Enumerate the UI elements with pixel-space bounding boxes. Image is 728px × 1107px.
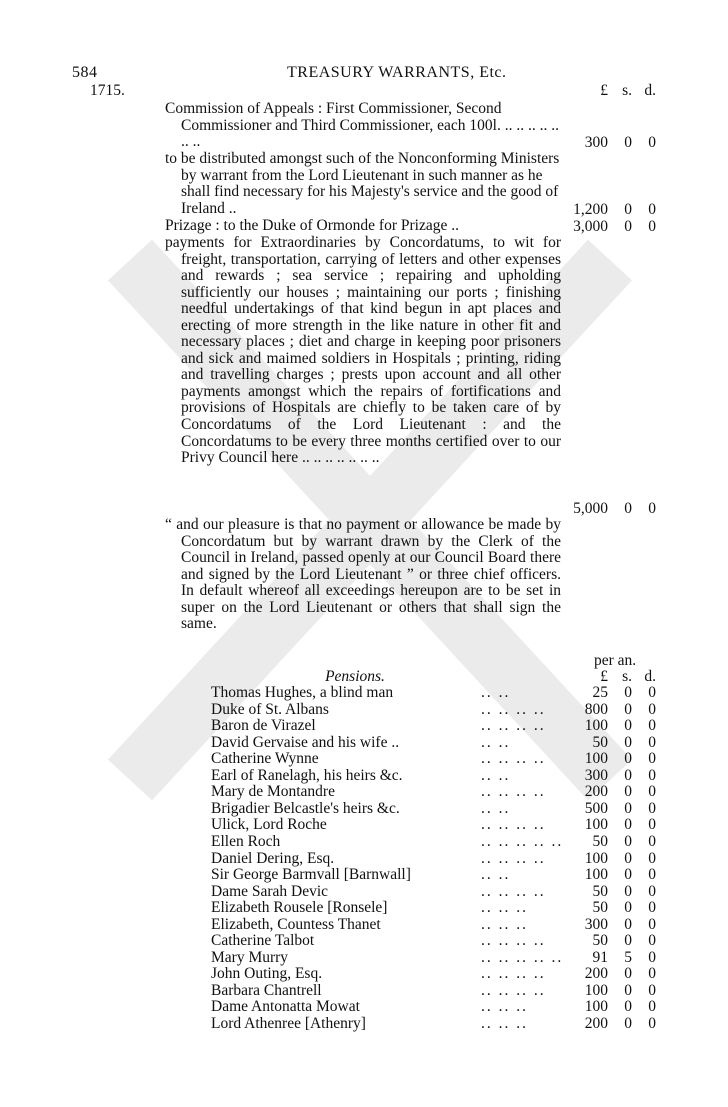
- amount-pence: 0: [648, 998, 656, 1016]
- amount-shillings: 0: [624, 899, 632, 917]
- pension-row: [211, 850, 656, 867]
- amount-pounds: 50: [592, 832, 608, 850]
- amount-pounds: 100: [584, 816, 608, 834]
- pension-name: Lord Athenree [Athenry]: [211, 1015, 366, 1032]
- amount-pence: 0: [648, 717, 656, 735]
- dot-leader: .. .. .. ..: [481, 750, 546, 768]
- currency-shillings: s.: [622, 82, 632, 99]
- amount-pence: 0: [648, 799, 656, 817]
- amount-pounds: 5,000: [573, 500, 608, 517]
- amount-shillings: 0: [624, 134, 632, 151]
- dot-leader: .. .. .. .. ..: [481, 832, 564, 850]
- pension-row: [211, 684, 656, 701]
- amount-shillings: 0: [624, 750, 632, 768]
- per-annum-label: per an.: [594, 652, 637, 669]
- amount-pounds: 25: [592, 684, 608, 701]
- entry-commission-appeals: Commission of Appeals : First Commissioner, Second Commissioner and Third Commissioner, each 100l. .. .. .. .. .. .. ..: [165, 100, 559, 151]
- pension-row: [211, 982, 656, 999]
- amount-shillings: 0: [624, 218, 632, 235]
- pension-name: Catherine Wynne: [211, 750, 319, 768]
- pension-amount: [560, 783, 656, 801]
- amount-commission-appeals: [560, 134, 656, 152]
- pension-amount: [560, 734, 656, 752]
- amount-prizage: [560, 218, 656, 236]
- amount-pence: 0: [648, 816, 656, 834]
- amount-pence: 0: [648, 965, 656, 983]
- amount-pounds: 100: [584, 717, 608, 735]
- pension-amount: [560, 998, 656, 1016]
- pension-name: Sir George Barmvall [Barnwall]: [211, 866, 411, 884]
- amount-pence: 0: [648, 134, 656, 151]
- currency-pounds: £: [600, 668, 608, 685]
- amount-pounds: 200: [584, 1015, 608, 1032]
- dot-leader: .. .. .. ..: [481, 882, 546, 900]
- amount-pence: 0: [648, 1015, 656, 1032]
- pension-row: [211, 717, 656, 734]
- pension-name: Ulick, Lord Roche: [211, 816, 327, 834]
- pension-name: Baron de Virazel: [211, 717, 316, 735]
- amount-pence: 0: [648, 201, 656, 218]
- pension-amount: [560, 866, 656, 884]
- amount-pence: 0: [648, 750, 656, 768]
- dot-leader: .. .. .. ..: [481, 717, 546, 735]
- dot-leader: .. .. .. .. ..: [481, 948, 564, 966]
- pension-amount: [560, 916, 656, 934]
- pension-amount: [560, 717, 656, 735]
- amount-shillings: 0: [624, 816, 632, 834]
- pension-row: [211, 816, 656, 833]
- entry-extraordinaries: payments for Extraordinaries by Concordatums, to wit for freight, transportation, carrying of letters and other expenses and rewards ; sea service ; repairing and upholding sufficiently our houses ; maintaining our ports ; finishing needful undertakings of that kind begun in apt places and erecting of more strength in the like nature in other fit and necessary places ; diet and charge in keeping poor prisoners and sick and maimed soldiers in Hospitals ; printing, riding and travelling charges ; prests upon account and all other payments amongst which the repairs of fortifications and provisions of Hospitals are chiefly to be taken care of by Concordatums of the Lord Lieutenant : and the Concordatums to be every three months certified over to our Privy Council here .. .. .. .. .. .. ..: [165, 234, 561, 467]
- pension-amount: [560, 883, 656, 901]
- pension-amount: [560, 684, 656, 702]
- amount-pence: 0: [648, 733, 656, 751]
- currency-shillings: s.: [622, 668, 632, 685]
- amount-pence: 0: [648, 882, 656, 900]
- amount-shillings: 0: [624, 832, 632, 850]
- amount-pounds: 200: [584, 783, 608, 801]
- amount-pounds: 100: [584, 866, 608, 884]
- currency-pence: d.: [644, 82, 656, 99]
- amount-shillings: 0: [624, 1015, 632, 1032]
- pensions-heading: Pensions.: [325, 668, 385, 685]
- pension-name: Mary de Montandre: [211, 783, 335, 801]
- amount-pounds: 91: [592, 948, 608, 966]
- amount-pounds: 300: [584, 915, 608, 933]
- pension-amount: [560, 800, 656, 818]
- amount-shillings: 0: [624, 849, 632, 867]
- amount-shillings: 0: [624, 965, 632, 983]
- pension-amount: [560, 932, 656, 950]
- pension-name: Elizabeth, Countess Thanet: [211, 915, 381, 933]
- pension-name: Thomas Hughes, a blind man: [211, 684, 394, 701]
- pension-row: [211, 701, 656, 718]
- dot-leader: .. .. ..: [481, 899, 528, 917]
- page-number: 584: [72, 64, 98, 81]
- pension-amount: [560, 850, 656, 868]
- amount-pounds: 500: [584, 799, 608, 817]
- pension-row: [211, 866, 656, 883]
- pension-row: [211, 965, 656, 982]
- pension-row: [211, 734, 656, 751]
- amount-pounds: 50: [592, 882, 608, 900]
- amount-shillings: 0: [624, 500, 632, 517]
- pension-amount: [560, 701, 656, 719]
- year-label: 1715.: [90, 82, 125, 99]
- pension-name: Catherine Talbot: [211, 932, 315, 950]
- pension-row: [211, 899, 656, 916]
- pension-row: [211, 916, 656, 933]
- running-title: TREASURY WARRANTS, Etc.: [287, 64, 507, 81]
- amount-pence: 0: [648, 700, 656, 718]
- amount-pounds: 100: [584, 849, 608, 867]
- amount-shillings: 0: [624, 766, 632, 784]
- amount-shillings: 0: [624, 201, 632, 218]
- amount-pounds: 300: [584, 134, 608, 151]
- pension-row: [211, 750, 656, 767]
- amount-shillings: 0: [624, 733, 632, 751]
- amount-pounds: 800: [584, 700, 608, 718]
- amount-pence: 0: [648, 866, 656, 884]
- amount-pounds: 1,200: [573, 201, 608, 218]
- pension-row: [211, 998, 656, 1015]
- pension-amount: [560, 833, 656, 851]
- dot-leader: .. .. .. ..: [481, 783, 546, 801]
- pension-row: [211, 783, 656, 800]
- amount-pence: 0: [648, 500, 656, 517]
- pension-row: [211, 1015, 656, 1032]
- pension-name: Duke of St. Albans: [211, 700, 329, 718]
- amount-pounds: 50: [592, 899, 608, 917]
- amount-pence: 0: [648, 684, 656, 701]
- pension-amount: [560, 965, 656, 983]
- amount-pounds: 50: [592, 733, 608, 751]
- pension-row: [211, 949, 656, 966]
- dot-leader: .. ..: [481, 866, 511, 884]
- amount-shillings: 0: [624, 882, 632, 900]
- currency-pence: d.: [644, 668, 656, 685]
- dot-leader: .. .. ..: [481, 1015, 528, 1032]
- amount-pence: 0: [648, 932, 656, 950]
- dot-leader: .. ..: [481, 733, 511, 751]
- amount-pounds: 100: [584, 981, 608, 999]
- pension-name: Earl of Ranelagh, his heirs &c.: [211, 766, 403, 784]
- pension-amount: [560, 1015, 656, 1033]
- dot-leader: .. .. .. ..: [481, 932, 546, 950]
- pension-name: Dame Antonatta Mowat: [211, 998, 360, 1016]
- pension-name: Ellen Roch: [211, 832, 281, 850]
- pension-amount: [560, 750, 656, 768]
- dot-leader: .. .. .. ..: [481, 965, 546, 983]
- dot-leader: .. ..: [481, 684, 511, 701]
- dot-leader: .. .. .. ..: [481, 981, 546, 999]
- pension-name: Dame Sarah Devic: [211, 882, 329, 900]
- amount-shillings: 5: [624, 948, 632, 966]
- amount-pence: 0: [648, 766, 656, 784]
- pension-row: [211, 883, 656, 900]
- dot-leader: .. .. .. ..: [481, 849, 546, 867]
- pension-name: John Outing, Esq.: [211, 965, 323, 983]
- pension-amount: [560, 816, 656, 834]
- dot-leader: .. .. .. ..: [481, 816, 546, 834]
- pension-row: [211, 800, 656, 817]
- amount-shillings: 0: [624, 783, 632, 801]
- pension-row: [211, 767, 656, 784]
- amount-nonconforming-ministers: [560, 201, 656, 219]
- amount-shillings: 0: [624, 717, 632, 735]
- currency-pounds: £: [600, 82, 608, 99]
- amount-extraordinaries: [560, 500, 656, 518]
- pension-amount: [560, 767, 656, 785]
- amount-pounds: 3,000: [573, 218, 608, 235]
- entry-nonconforming-ministers: to be distributed amongst such of the Nonconforming Ministers by warrant from the Lord Lieutenant in such manner as he shall find necessary for his Majesty's service and the good of Ireland ..: [165, 150, 560, 217]
- pension-row: [211, 932, 656, 949]
- amount-shillings: 0: [624, 998, 632, 1016]
- amount-shillings: 0: [624, 866, 632, 884]
- amount-pence: 0: [648, 783, 656, 801]
- amount-shillings: 0: [624, 932, 632, 950]
- amount-pence: 0: [648, 981, 656, 999]
- currency-header: [560, 82, 656, 100]
- pension-name: Mary Murry: [211, 948, 289, 966]
- dot-leader: .. ..: [481, 766, 511, 784]
- amount-pounds: 300: [584, 766, 608, 784]
- entry-concordatum-pleasure: “ and our pleasure is that no payment or allowance be made by Concordatum but by warrant drawn by the Clerk of the Council in Ireland, passed openly at our Council Board there and signed by the Lord Lieutenant ” or three chief officers. In default whereof all exceedings hereupon are to be set in super on the Lord Lieutenant or others that shall sign the same.: [165, 516, 561, 633]
- amount-pounds: 200: [584, 965, 608, 983]
- amount-shillings: 0: [624, 915, 632, 933]
- pension-name: David Gervaise and his wife ..: [211, 733, 400, 751]
- amount-pounds: 50: [592, 932, 608, 950]
- pension-name: Barbara Chantrell: [211, 981, 322, 999]
- pension-name: Elizabeth Rousele [Ronsele]: [211, 899, 388, 917]
- dot-leader: .. .. ..: [481, 915, 528, 933]
- amount-pence: 0: [648, 849, 656, 867]
- amount-pounds: 100: [584, 998, 608, 1016]
- amount-shillings: 0: [624, 799, 632, 817]
- pension-row: [211, 833, 656, 850]
- amount-pence: 0: [648, 948, 656, 966]
- amount-pence: 0: [648, 915, 656, 933]
- amount-pounds: 100: [584, 750, 608, 768]
- amount-shillings: 0: [624, 700, 632, 718]
- pension-amount: [560, 949, 656, 967]
- entry-prizage: Prizage : to the Duke of Ormonde for Prizage ..: [165, 217, 459, 234]
- dot-leader: .. .. .. ..: [481, 700, 546, 718]
- amount-shillings: 0: [624, 684, 632, 701]
- amount-pence: 0: [648, 899, 656, 917]
- amount-pence: 0: [648, 218, 656, 235]
- dot-leader: .. .. ..: [481, 998, 528, 1016]
- amount-shillings: 0: [624, 981, 632, 999]
- pension-amount: [560, 899, 656, 917]
- dot-leader: .. ..: [481, 799, 511, 817]
- pension-amount: [560, 982, 656, 1000]
- amount-pence: 0: [648, 832, 656, 850]
- pension-name: Brigadier Belcastle's heirs &c.: [211, 799, 400, 817]
- pension-name: Daniel Dering, Esq.: [211, 849, 335, 867]
